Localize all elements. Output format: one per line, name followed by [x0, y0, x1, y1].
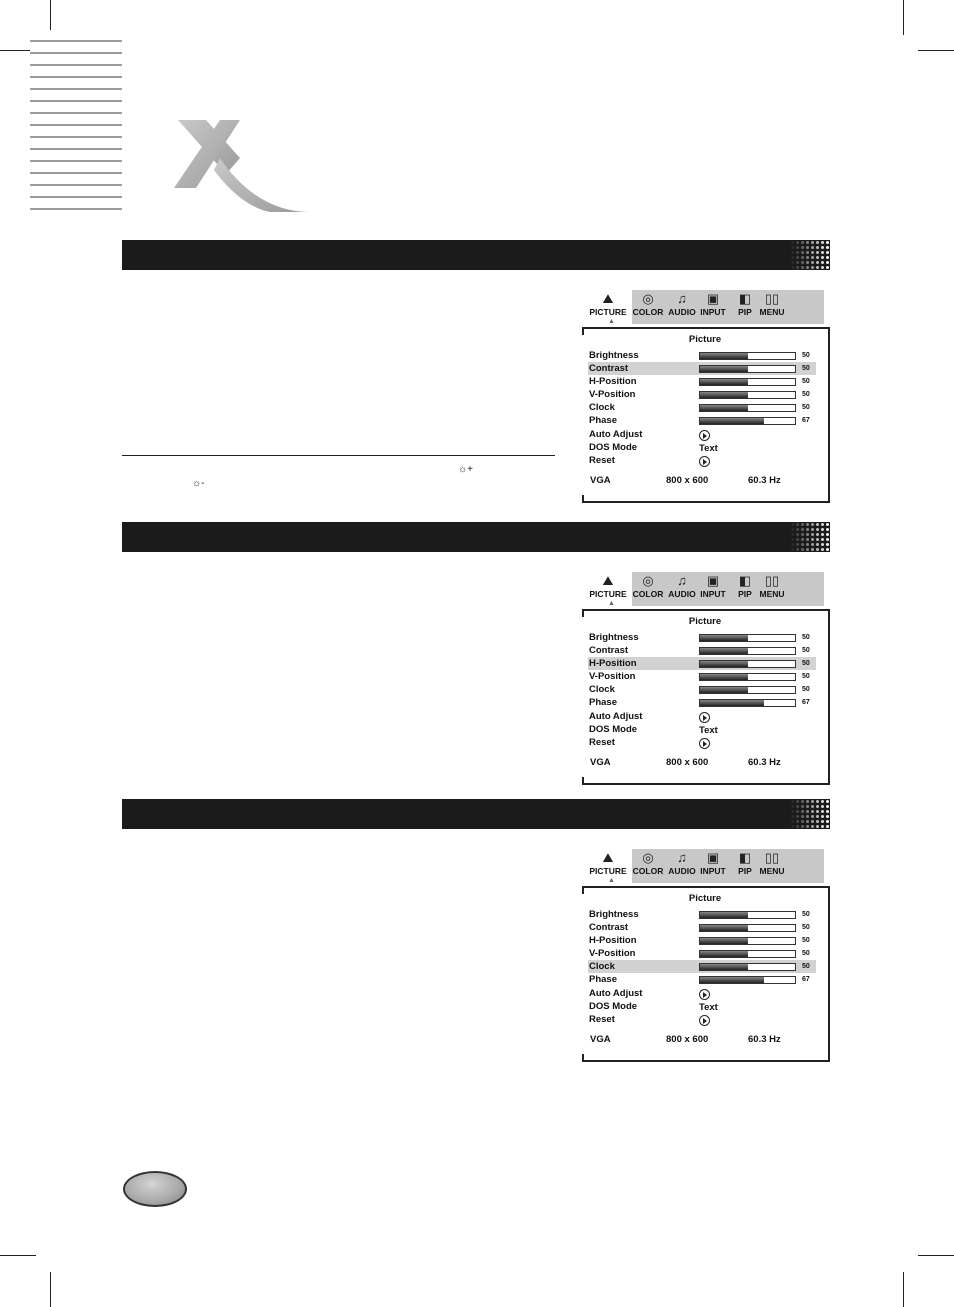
osd-row-dos-mode[interactable]: [588, 723, 816, 736]
osd-row-label: Brightness: [589, 350, 639, 361]
osd-slider-track[interactable]: [699, 660, 796, 668]
osd-slider-fill: [700, 700, 764, 706]
osd-row-clock[interactable]: [588, 401, 816, 414]
osd-row-label: Phase: [589, 415, 617, 426]
osd-footer-source: VGA: [590, 1034, 611, 1045]
color-icon: ◎: [642, 291, 654, 306]
osd-slider-value: 67: [802, 699, 810, 706]
brightness-down-icon: ☼-: [192, 478, 205, 489]
osd-slider-fill: [700, 353, 748, 359]
osd-slider-fill: [700, 379, 748, 385]
osd-slider-value: 50: [802, 391, 810, 398]
brightness-up-icon: ☼+: [458, 464, 474, 475]
osd-tab-label: INPUT: [700, 589, 726, 599]
picture-icon: ⛰: [602, 850, 614, 865]
osd-slider-fill: [700, 366, 748, 372]
osd-row-label: H-Position: [589, 658, 637, 669]
osd-row-label: H-Position: [589, 376, 637, 387]
osd-row-auto-adjust[interactable]: [588, 710, 816, 723]
osd-slider-fill: [700, 964, 748, 970]
osd-tab-label: INPUT: [700, 307, 726, 317]
osd-slider-value: 50: [802, 950, 810, 957]
osd-row-auto-adjust[interactable]: [588, 428, 816, 441]
osd-panel: [582, 327, 830, 503]
osd-slider-fill: [700, 925, 748, 931]
osd-slider-track[interactable]: [699, 686, 796, 694]
osd-row-label: H-Position: [589, 935, 637, 946]
osd-slider-value: 50: [802, 963, 810, 970]
osd-slider-track[interactable]: [699, 391, 796, 399]
osd-slider-fill: [700, 687, 748, 693]
osd-row-label: Reset: [589, 737, 615, 748]
crop-mark-bl-v: [50, 1272, 51, 1307]
play-arrow-icon[interactable]: [699, 738, 710, 749]
osd-row-clock[interactable]: [588, 683, 816, 696]
osd-row-label: Clock: [589, 961, 615, 972]
osd-slider-value: 67: [802, 976, 810, 983]
osd-row-label: DOS Mode: [589, 1001, 638, 1012]
osd-footer-source: VGA: [590, 475, 611, 486]
active-tab-indicator-icon: ▲: [608, 600, 615, 607]
osd-row-label: Auto Adjust: [589, 711, 643, 722]
osd-slider-value: 50: [802, 937, 810, 944]
osd-tab-label: MENU: [759, 589, 785, 599]
osd-slider-track[interactable]: [699, 937, 796, 945]
osd-tab-menu[interactable]: [752, 572, 792, 606]
osd-menu-clock: [582, 849, 832, 1061]
osd-row-label: Auto Adjust: [589, 988, 643, 999]
input-icon: ▣: [706, 850, 720, 865]
osd-slider-value: 50: [802, 686, 810, 693]
osd-row-dos-mode[interactable]: [588, 441, 816, 454]
osd-slider-fill: [700, 912, 748, 918]
osd-panel: [582, 609, 830, 785]
pip-icon: ◧: [738, 573, 752, 588]
osd-tab-label: MENU: [759, 307, 785, 317]
osd-tab-label: PICTURE: [589, 866, 627, 876]
osd-row-option: Text: [699, 1002, 718, 1013]
osd-row-auto-adjust[interactable]: [588, 987, 816, 1000]
osd-slider-value: 50: [802, 911, 810, 918]
osd-slider-value: 50: [802, 660, 810, 667]
osd-tab-label: PICTURE: [589, 589, 627, 599]
osd-slider-track[interactable]: [699, 404, 796, 412]
osd-slider-value: 50: [802, 378, 810, 385]
osd-tab-strip: [588, 849, 824, 883]
page-number-oval: [123, 1171, 187, 1207]
osd-panel: [582, 886, 830, 1062]
osd-row-h-position[interactable]: [588, 375, 816, 388]
osd-row-h-position[interactable]: [588, 934, 816, 947]
active-tab-indicator-icon: ▲: [608, 877, 615, 884]
osd-row-label: Brightness: [589, 909, 639, 920]
color-icon: ◎: [642, 850, 654, 865]
osd-slider-track[interactable]: [699, 365, 796, 373]
osd-tab-label: AUDIO: [668, 589, 696, 599]
osd-row-reset[interactable]: [588, 1013, 816, 1026]
osd-slider-track[interactable]: [699, 950, 796, 958]
section-header-bar-3: [122, 799, 830, 829]
osd-row-brightness[interactable]: [588, 349, 816, 362]
crop-mark-br-v: [903, 1272, 904, 1307]
audio-icon: ♫: [677, 291, 687, 306]
osd-slider-fill: [700, 977, 764, 983]
osd-tab-label: PIP: [738, 866, 752, 876]
osd-row-contrast[interactable]: [588, 644, 816, 657]
osd-slider-fill: [700, 661, 748, 667]
osd-row-v-position[interactable]: [588, 388, 816, 401]
decorative-stripes: [30, 30, 122, 215]
osd-row-reset[interactable]: [588, 736, 816, 749]
osd-row-label: DOS Mode: [589, 442, 638, 453]
osd-row-label: Clock: [589, 402, 615, 413]
osd-slider-fill: [700, 392, 748, 398]
osd-tab-menu[interactable]: [752, 849, 792, 883]
osd-panel-title: Picture: [688, 893, 722, 904]
osd-slider-fill: [700, 938, 748, 944]
pip-icon: ◧: [738, 850, 752, 865]
osd-slider-fill: [700, 405, 748, 411]
osd-tab-label: PIP: [738, 589, 752, 599]
osd-slider-value: 50: [802, 404, 810, 411]
osd-slider-fill: [700, 648, 748, 654]
osd-menu-h-position: [582, 572, 832, 784]
pip-icon: ◧: [738, 291, 752, 306]
osd-slider-value: 50: [802, 673, 810, 680]
osd-slider-track[interactable]: [699, 976, 796, 984]
osd-row-clock[interactable]: [588, 960, 816, 973]
osd-row-label: Phase: [589, 697, 617, 708]
osd-slider-track[interactable]: [699, 634, 796, 642]
osd-row-label: Phase: [589, 974, 617, 985]
osd-slider-value: 50: [802, 365, 810, 372]
osd-panel-title: Picture: [688, 334, 722, 345]
osd-slider-track[interactable]: [699, 378, 796, 386]
osd-row-v-position[interactable]: [588, 670, 816, 683]
picture-icon: ⛰: [602, 291, 614, 306]
osd-row-label: Brightness: [589, 632, 639, 643]
osd-row-phase[interactable]: [588, 696, 816, 709]
osd-row-label: V-Position: [589, 948, 636, 959]
osd-slider-value: 50: [802, 924, 810, 931]
osd-row-contrast[interactable]: [588, 362, 816, 375]
menu-book-icon: ▯▯: [764, 291, 780, 306]
osd-slider-fill: [700, 635, 748, 641]
brand-logo-x: [170, 118, 315, 214]
osd-footer-frequency: 60.3 Hz: [748, 1034, 781, 1045]
osd-row-label: DOS Mode: [589, 724, 638, 735]
osd-tab-label: AUDIO: [668, 307, 696, 317]
osd-row-label: Clock: [589, 684, 615, 695]
osd-tab-strip: [588, 572, 824, 606]
osd-slider-track[interactable]: [699, 699, 796, 707]
osd-tab-label: MENU: [759, 866, 785, 876]
osd-slider-value: 50: [802, 634, 810, 641]
osd-row-option: Text: [699, 443, 718, 454]
osd-row-option: Text: [699, 725, 718, 736]
osd-slider-track[interactable]: [699, 417, 796, 425]
play-arrow-icon[interactable]: [699, 430, 710, 441]
picture-icon: ⛰: [602, 573, 614, 588]
osd-footer-resolution: 800 x 600: [666, 757, 709, 768]
input-icon: ▣: [706, 573, 720, 588]
crop-mark-br-h: [918, 1255, 954, 1256]
osd-row-dos-mode[interactable]: [588, 1000, 816, 1013]
osd-row-label: Auto Adjust: [589, 429, 643, 440]
osd-row-reset[interactable]: [588, 454, 816, 467]
active-tab-indicator-icon: ▲: [608, 318, 615, 325]
osd-row-label: Contrast: [589, 922, 629, 933]
osd-row-label: Reset: [589, 1014, 615, 1025]
osd-row-v-position[interactable]: [588, 947, 816, 960]
osd-row-brightness[interactable]: [588, 631, 816, 644]
osd-row-label: Contrast: [589, 363, 629, 374]
osd-row-phase[interactable]: [588, 973, 816, 986]
osd-slider-fill: [700, 418, 764, 424]
menu-book-icon: ▯▯: [764, 573, 780, 588]
osd-row-h-position[interactable]: [588, 657, 816, 670]
osd-row-label: Contrast: [589, 645, 629, 656]
osd-slider-track[interactable]: [699, 963, 796, 971]
menu-book-icon: ▯▯: [764, 850, 780, 865]
crop-mark-bl-h: [0, 1255, 36, 1256]
osd-tab-menu[interactable]: [752, 290, 792, 324]
osd-footer-resolution: 800 x 600: [666, 1034, 709, 1045]
play-arrow-icon[interactable]: [699, 456, 710, 467]
osd-row-label: V-Position: [589, 389, 636, 400]
osd-slider-fill: [700, 674, 748, 680]
play-arrow-icon[interactable]: [699, 1015, 710, 1026]
play-arrow-icon[interactable]: [699, 712, 710, 723]
osd-slider-value: 50: [802, 352, 810, 359]
osd-menu-contrast: [582, 290, 832, 502]
osd-slider-track[interactable]: [699, 673, 796, 681]
osd-slider-fill: [700, 951, 748, 957]
osd-slider-value: 67: [802, 417, 810, 424]
crop-mark-tr-v: [903, 0, 904, 35]
section-header-bar-2: [122, 522, 830, 552]
osd-slider-track[interactable]: [699, 352, 796, 360]
osd-tab-label: PICTURE: [589, 307, 627, 317]
osd-footer-resolution: 800 x 600: [666, 475, 709, 486]
osd-slider-track[interactable]: [699, 647, 796, 655]
osd-footer-frequency: 60.3 Hz: [748, 475, 781, 486]
text-divider: [122, 455, 555, 456]
osd-row-label: Reset: [589, 455, 615, 466]
play-arrow-icon[interactable]: [699, 989, 710, 1000]
input-icon: ▣: [706, 291, 720, 306]
osd-tab-label: INPUT: [700, 866, 726, 876]
osd-footer-source: VGA: [590, 757, 611, 768]
crop-mark-tr-h: [918, 50, 954, 51]
osd-row-phase[interactable]: [588, 414, 816, 427]
osd-row-contrast[interactable]: [588, 921, 816, 934]
osd-tab-label: COLOR: [632, 307, 664, 317]
osd-slider-track[interactable]: [699, 911, 796, 919]
osd-row-label: V-Position: [589, 671, 636, 682]
osd-tab-label: PIP: [738, 307, 752, 317]
osd-slider-track[interactable]: [699, 924, 796, 932]
osd-panel-title: Picture: [688, 616, 722, 627]
osd-row-brightness[interactable]: [588, 908, 816, 921]
audio-icon: ♫: [677, 850, 687, 865]
color-icon: ◎: [642, 573, 654, 588]
section-header-bar-1: [122, 240, 830, 270]
osd-tab-label: AUDIO: [668, 866, 696, 876]
audio-icon: ♫: [677, 573, 687, 588]
osd-footer-frequency: 60.3 Hz: [748, 757, 781, 768]
osd-tab-strip: [588, 290, 824, 324]
osd-tab-label: COLOR: [632, 866, 664, 876]
osd-slider-value: 50: [802, 647, 810, 654]
osd-tab-label: COLOR: [632, 589, 664, 599]
